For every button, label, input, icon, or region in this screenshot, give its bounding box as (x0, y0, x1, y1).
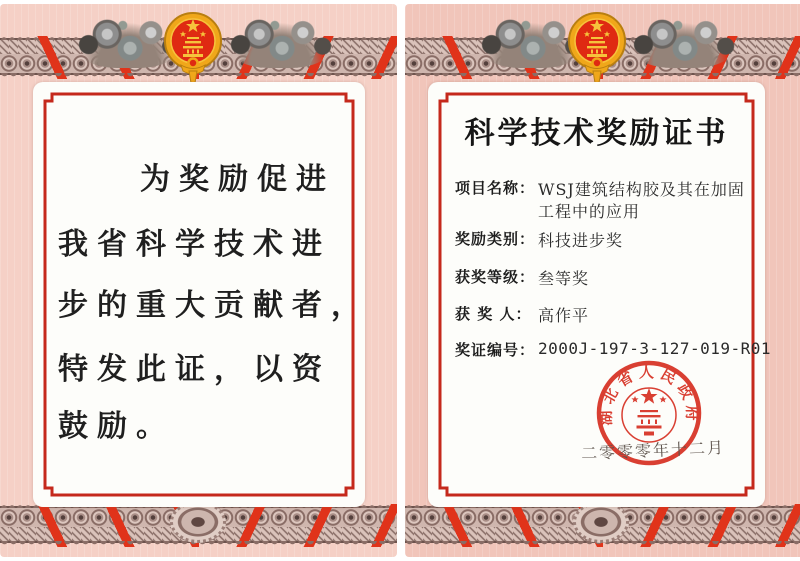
field-value-project-name: WSJ建筑结构胶及其在加固 (538, 180, 745, 199)
red-stripe-pattern (199, 504, 398, 547)
flower-ornament-icon (228, 16, 332, 68)
flower-ornament-icon (631, 16, 735, 68)
issue-date: 二零零零年十二月 (580, 437, 726, 464)
left-card (33, 82, 370, 507)
red-stripe-pattern (0, 504, 199, 547)
field-label-awardee: 获 奖 人： (455, 305, 532, 323)
field-label-project-name: 项目名称： (455, 179, 536, 197)
citation-line: 步的重大贡献者， (58, 288, 370, 323)
citation-line: 特发此证，以资 (58, 352, 331, 387)
field-value-awardee: 高作平 (538, 306, 590, 325)
rosette-ornament-icon (573, 501, 629, 543)
field-value-certificate-number: 2000J-197-3-127-019-R01 (538, 339, 772, 358)
citation-line: 鼓励。 (58, 409, 175, 444)
field-value-project-name-line2: 工程中的应用 (538, 202, 641, 221)
national-emblem-icon (162, 7, 224, 85)
certificate-title: 科学技术奖励证书 (464, 116, 729, 151)
citation-line: 我省科学技术进 (58, 227, 331, 262)
red-stripe-pattern (603, 504, 800, 547)
field-value-award-category: 科技进步奖 (538, 231, 624, 250)
rosette-ornament-icon (170, 501, 226, 543)
field-label-award-category: 奖励类别： (455, 230, 536, 248)
certificate-left-page (0, 4, 397, 557)
right-card (428, 82, 772, 507)
national-emblem-icon (566, 7, 628, 85)
seal-text: 湖北省人民政府 (596, 362, 702, 426)
field-label-award-grade: 获奖等级： (455, 268, 536, 286)
certificate-right-page (405, 4, 800, 557)
citation-line: 为奖励促进 (140, 162, 335, 197)
field-value-award-grade: 叁等奖 (538, 269, 590, 288)
field-label-certificate-number: 奖证编号： (455, 341, 536, 359)
